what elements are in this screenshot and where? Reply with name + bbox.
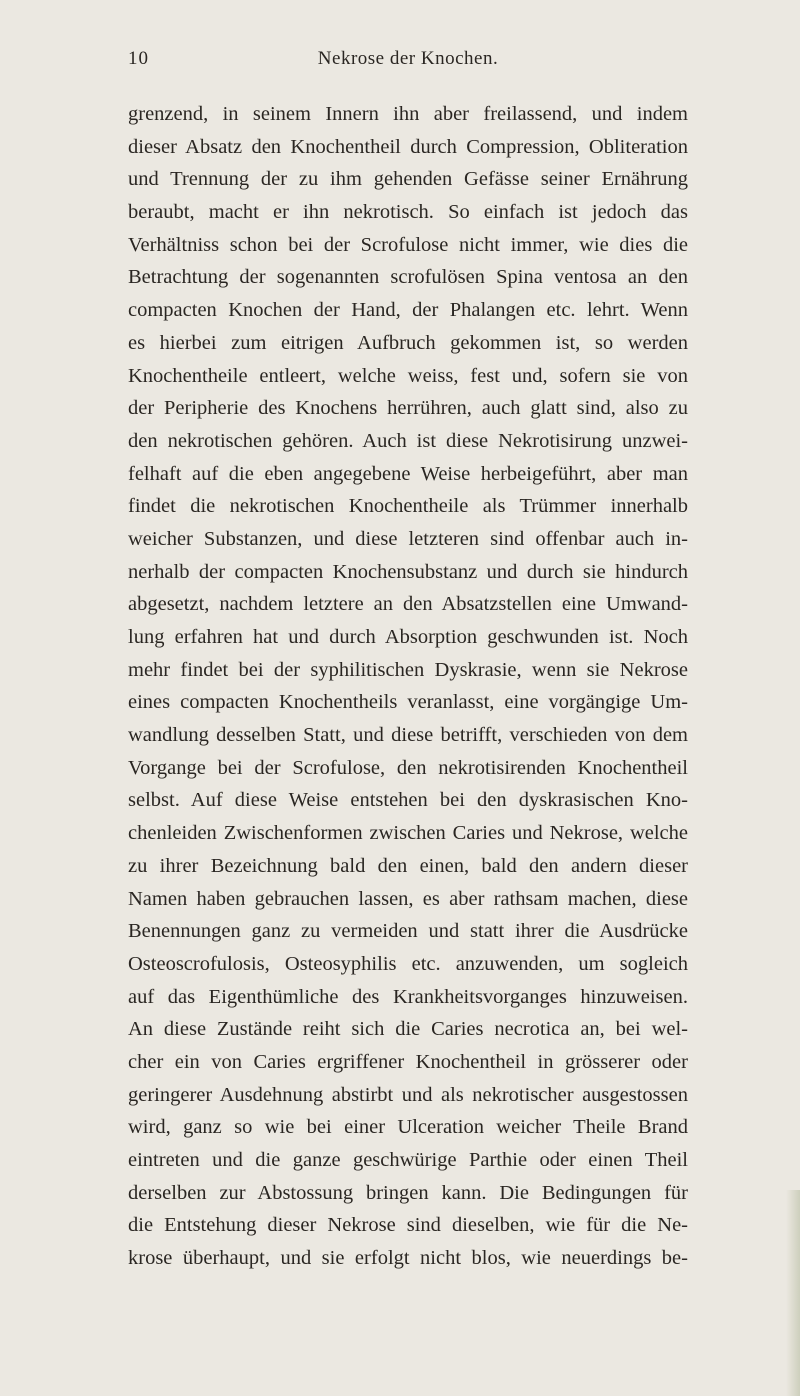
text-line: Benennungen ganz zu vermeiden und statt ihrer die Ausdrücke	[128, 920, 688, 943]
text-line: compacten Knochen der Hand, der Phalangen etc. lehrt. Wenn	[128, 299, 688, 322]
page-edge-stain	[786, 1190, 800, 1396]
body-text	[128, 98, 688, 1275]
text-line: und Trennung der zu ihm gehenden Gefässe seiner Ernährung	[128, 168, 688, 191]
text-line: Osteoscrofulosis, Osteosyphilis etc. anzuwenden, um sogleich	[128, 952, 688, 975]
text-line: auf das Eigenthümliche des Krankheitsvorganges hinzuweisen.	[128, 985, 688, 1008]
text-line: die Entstehung dieser Nekrose sind dieselben, wie für die Ne-	[128, 1214, 688, 1237]
text-line: selbst. Auf diese Weise entstehen bei den dyskrasischen Kno-	[128, 789, 688, 812]
text-line: Verhältniss schon bei der Scrofulose nicht immer, wie dies die	[128, 233, 688, 256]
text-line: chenleiden Zwischenformen zwischen Caries und Nekrose, welche	[128, 822, 688, 845]
text-line: dieser Absatz den Knochentheil durch Compression, Obliteration	[128, 135, 688, 158]
text-line: cher ein von Caries ergriffener Knochentheil in grösserer oder	[128, 1050, 688, 1073]
text-line: weicher Substanzen, und diese letzteren sind offenbar auch in-	[128, 527, 688, 550]
text-line: krose überhaupt, und sie erfolgt nicht blos, wie neuerdings be-	[128, 1247, 688, 1270]
text-line: lung erfahren hat und durch Absorption geschwunden ist. Noch	[128, 626, 688, 648]
text-line: zu ihrer Bezeichnung bald den einen, bald den andern dieser	[128, 854, 688, 877]
text-line: der Peripherie des Knochens herrühren, auch glatt sind, also zu	[128, 397, 688, 420]
page-number: 10	[128, 48, 149, 69]
text-line: eintreten und die ganze geschwürige Parthie oder einen Theil	[128, 1149, 688, 1171]
text-line: Betrachtung der sogenannten scrofulösen Spina ventosa an den	[128, 266, 688, 289]
text-line: Namen haben gebrauchen lassen, es aber rathsam machen, diese	[128, 887, 688, 910]
text-line: es hierbei zum eitrigen Aufbruch gekommen ist, so werden	[128, 331, 688, 354]
text-line: grenzend, in seinem Innern ihn aber freilassend, und indem	[128, 103, 688, 125]
running-title: Nekrose der Knochen.	[317, 48, 499, 69]
text-line: beraubt, macht er ihn nekrotisch. So einfach ist jedoch das	[128, 201, 688, 224]
text-line: eines compacten Knochentheils veranlasst, eine vorgängige Um-	[128, 691, 688, 714]
text-line: An diese Zustände reiht sich die Caries necrotica an, bei wel-	[128, 1018, 688, 1041]
text-line: wird, ganz so wie bei einer Ulceration weicher Theile Brand	[128, 1116, 688, 1139]
text-line: Vorgange bei der Scrofulose, den nekrotisirenden Knochentheil	[128, 756, 688, 779]
text-line: mehr findet bei der syphilitischen Dyskrasie, wenn sie Nekrose	[128, 658, 688, 681]
text-line: derselben zur Abstossung bringen kann. Die Bedingungen für	[128, 1181, 688, 1204]
page-header	[128, 48, 688, 80]
text-line: den nekrotischen gehören. Auch ist diese Nekrotisirung unzwei-	[128, 429, 688, 452]
text-line: geringerer Ausdehnung abstirbt und als nekrotischer ausgestossen	[128, 1083, 688, 1106]
text-line: findet die nekrotischen Knochentheile als Trümmer innerhalb	[128, 495, 688, 518]
text-line: felhaft auf die eben angegebene Weise herbeigeführt, aber man	[128, 462, 688, 485]
text-line: nerhalb der compacten Knochensubstanz und durch sie hindurch	[128, 560, 688, 583]
text-line: Knochentheile entleert, welche weiss, fest und, sofern sie von	[128, 364, 688, 387]
text-line: wandlung desselben Statt, und diese betrifft, verschieden von dem	[128, 724, 688, 747]
text-line: abgesetzt, nachdem letztere an den Absatzstellen eine Umwand-	[128, 593, 688, 616]
